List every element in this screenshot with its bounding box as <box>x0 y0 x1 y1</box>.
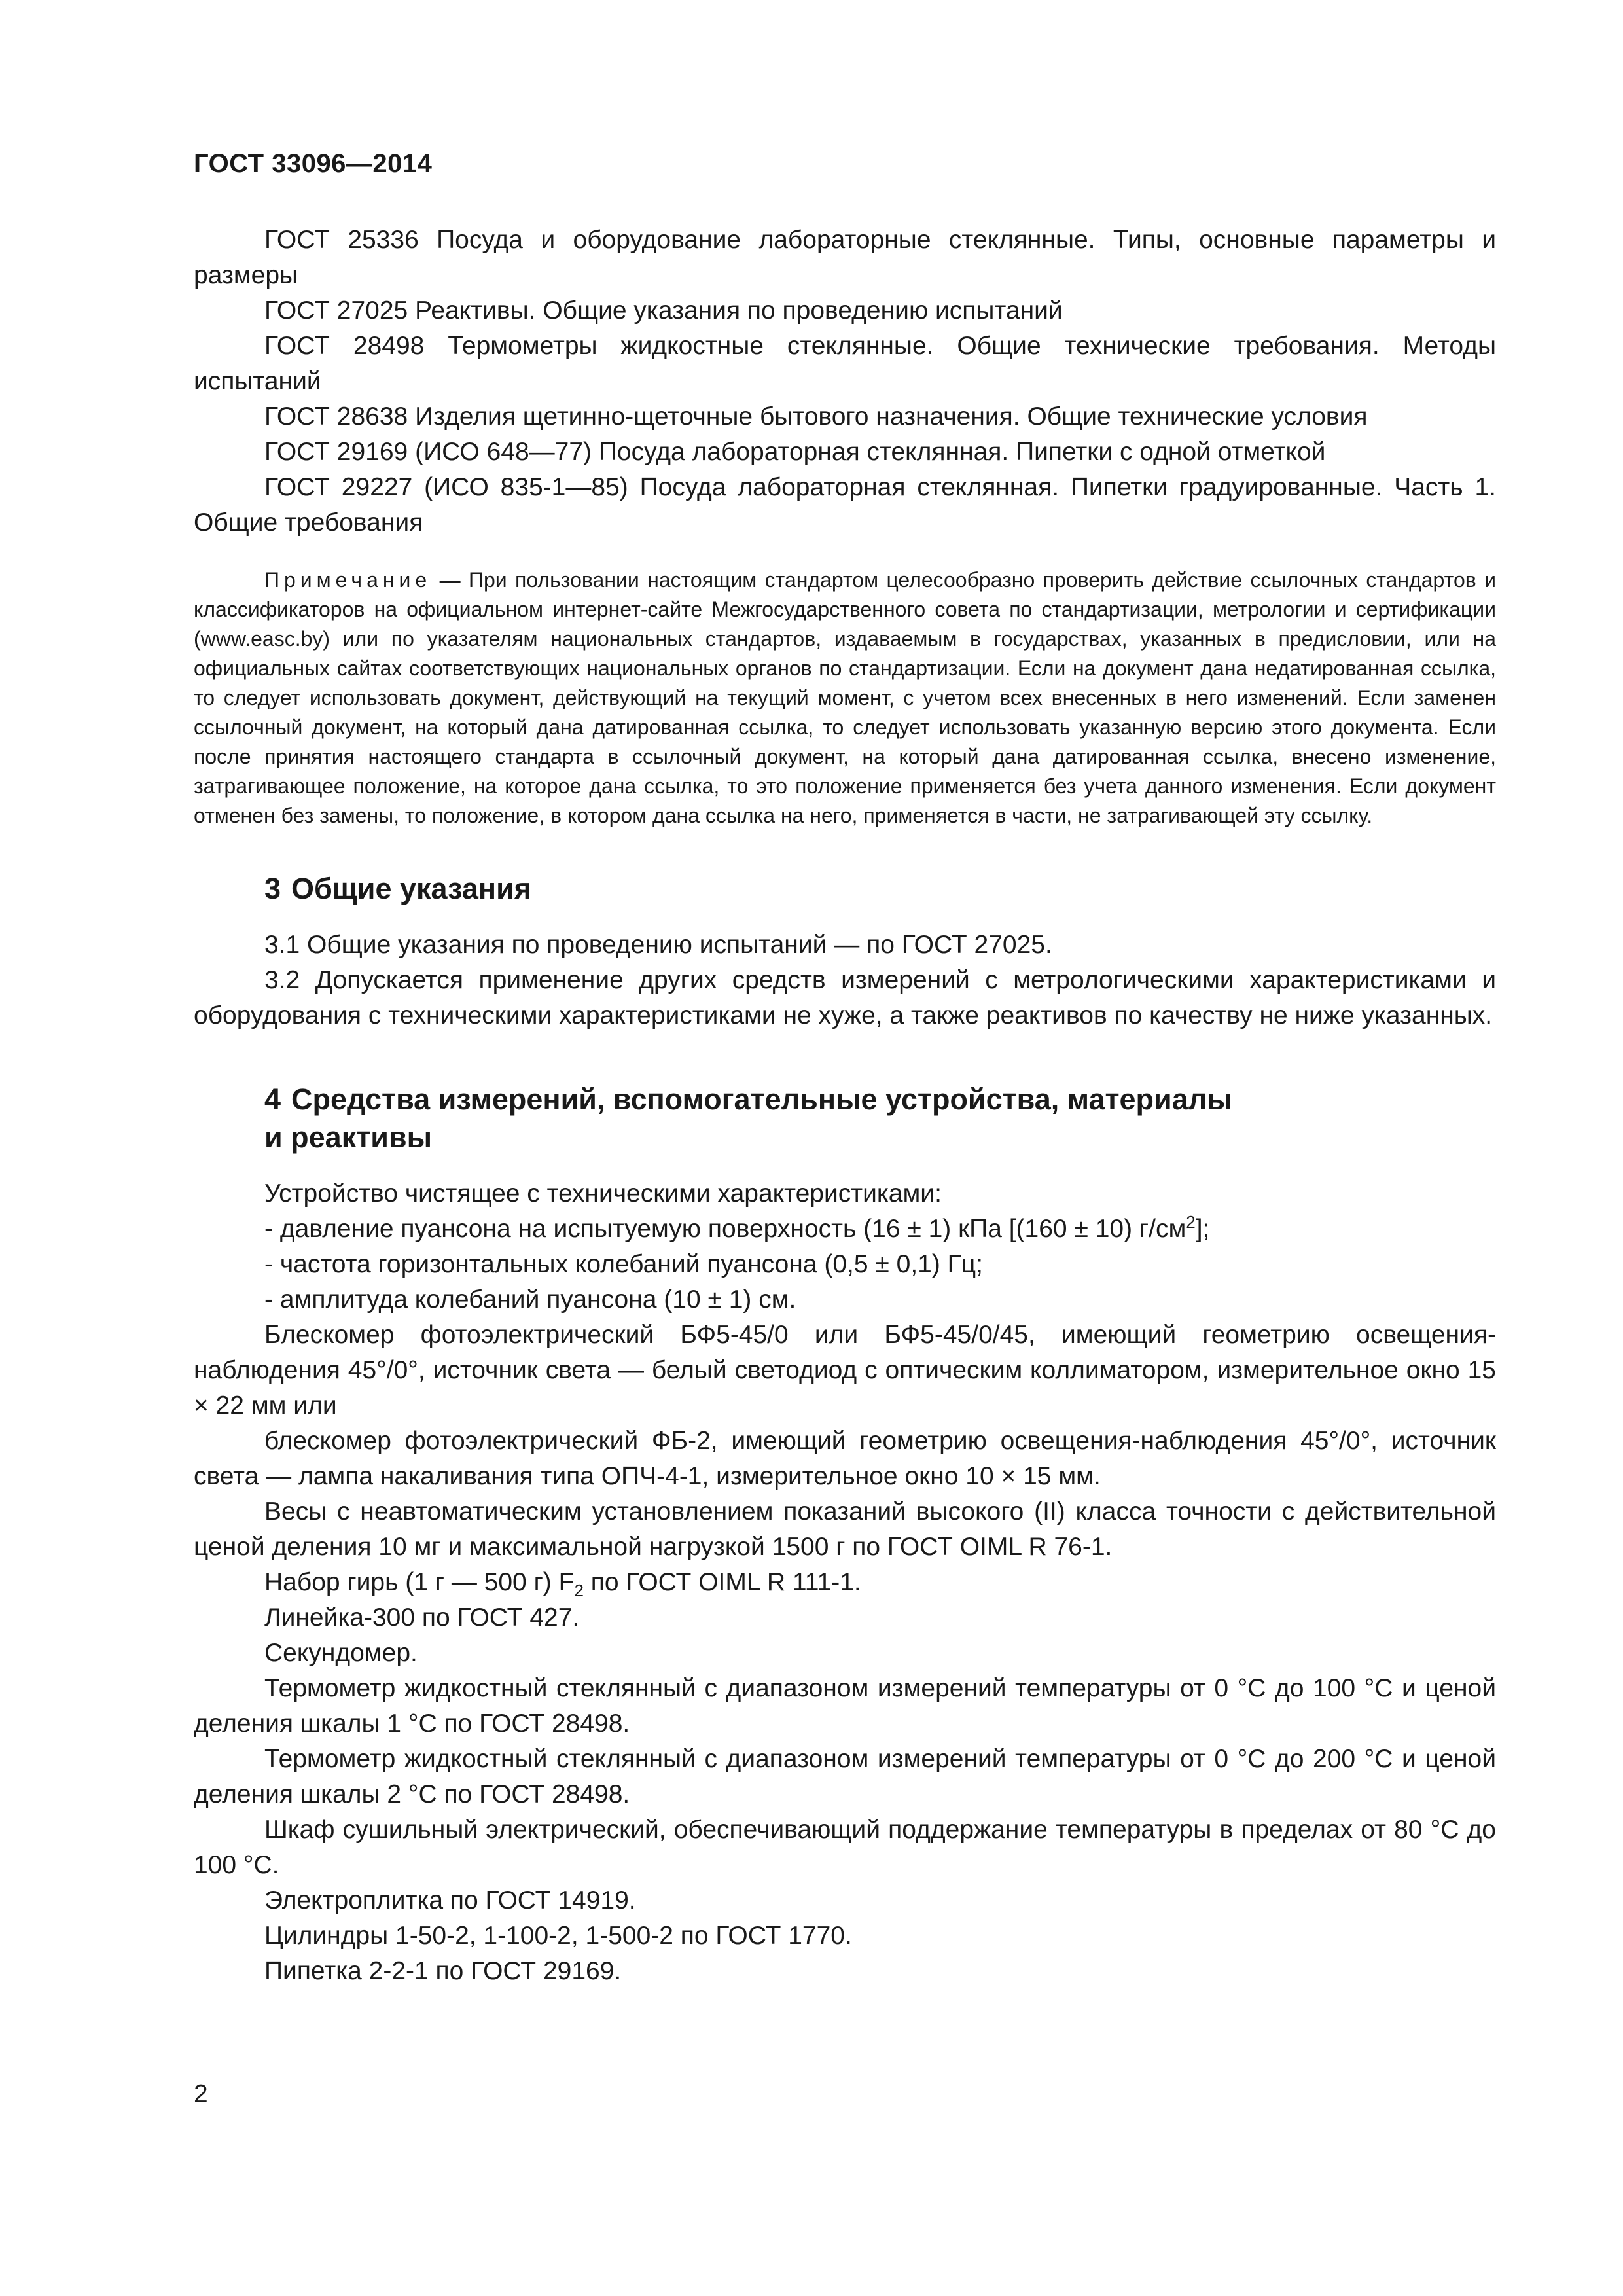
reference-item: ГОСТ 25336 Посуда и оборудование лабораторные стеклянные. Типы, основные параметры и размеры <box>194 226 1496 289</box>
section-4-title-line2: и реактивы <box>264 1121 433 1154</box>
superscript: 2 <box>1186 1212 1196 1232</box>
glossmeter-2: блескомер фотоэлектрический ФБ-2, имеющий геометрию освещения-наблюдения 45°/0°, источник света — лампа накаливания типа ОПЧ-4-1, измерительное окно 10 × 15 мм. <box>194 1427 1496 1490</box>
hotplate: Электроплитка по ГОСТ 14919. <box>264 1886 636 1914</box>
section-4-title-line1: Средства измерений, вспомогательные устройства, материалы <box>291 1083 1232 1116</box>
weights-end: по ГОСТ OIML R 111-1. <box>583 1568 861 1596</box>
note-text: — При пользовании настоящим стандартом целесообразно проверить действие ссылочных стандартов и классификаторов на официальном интернет-сайте Межгосударственного совета по стандартизации, метрологии и сертификации (www.easc.by) или по указателям национальных стандартов, издаваемым в государствах, указанных в предисловии, или на официальных сайтах соответствующих национальных органов по стандартизации. Если на документ дана недатированная ссылка, то следует использовать документ, действующий на текущий момент, с учетом всех внесенных в него изменений. Если заменен ссылочный документ, на который дана датированная ссылка, то следует использовать указанную версию этого документа. Если после принятия настоящего стандарта в ссылочный документ, на который дана датированная ссылка, внесено изменение, затрагивающее положение, на которое дана ссылка, то это положение применяется без учета данного изменения. Если документ отменен без замены, то положение, в котором дана ссылка на него, применяется в части, не затрагивающей эту ссылку. <box>194 568 1496 827</box>
note-paragraph <box>194 565 1496 831</box>
page-content <box>194 223 1496 1989</box>
subscript: 2 <box>574 1580 584 1600</box>
device-intro: Устройство чистящее с техническими характеристиками: <box>264 1179 942 1208</box>
section-3-title: Общие указания <box>291 872 532 905</box>
section-3-number: 3 <box>264 872 281 905</box>
device-pressure-text: - давление пуансона на испытуемую поверхность (16 ± 1) кПа [(160 ± 10) г/см <box>264 1215 1186 1243</box>
device-pressure <box>194 1211 1496 1247</box>
weights <box>194 1565 1496 1600</box>
reference-item: ГОСТ 29227 (ИСО 835-1—85) Посуда лабораторная стеклянная. Пипетки градуированные. Часть 1. Общие требования <box>194 473 1496 537</box>
note-label: Примечание <box>264 568 432 592</box>
device-frequency: - частота горизонтальных колебаний пуансона (0,5 ± 0,1) Гц; <box>264 1250 983 1278</box>
weights-text: Набор гирь (1 г — 500 г) F <box>264 1568 575 1596</box>
stopwatch: Секундомер. <box>264 1639 418 1667</box>
page-number: 2 <box>194 2080 208 2108</box>
pipette: Пипетка 2-2-1 по ГОСТ 29169. <box>264 1957 622 1985</box>
clause-3-2: 3.2 Допускается применение других средств измерений с метрологическими характеристиками и оборудования с техническими характеристиками не хуже, а также реактивов по качеству не ниже указанных. <box>194 966 1496 1030</box>
document-header: ГОСТ 33096—2014 <box>194 149 433 178</box>
cylinders: Цилиндры 1-50-2, 1-100-2, 1-500-2 по ГОСТ 1770. <box>264 1922 852 1950</box>
device-amplitude: - амплитуда колебаний пуансона (10 ± 1) см. <box>264 1285 796 1314</box>
section-4-number: 4 <box>264 1083 281 1116</box>
reference-item: ГОСТ 29169 (ИСО 648—77) Посуда лабораторная стеклянная. Пипетки с одной отметкой <box>264 438 1326 466</box>
scales: Весы с неавтоматическим установлением показаний высокого (II) класса точности с действительной ценой деления 10 мг и максимальной нагрузкой 1500 г по ГОСТ OIML R 76-1. <box>194 1498 1496 1561</box>
device-pressure-end: ]; <box>1195 1215 1210 1243</box>
thermometer-2: Термометр жидкостный стеклянный с диапазоном измерений температуры от 0 °С до 200 °С и ценой деления шкалы 2 °С по ГОСТ 28498. <box>194 1745 1496 1808</box>
ruler: Линейка-300 по ГОСТ 427. <box>264 1604 580 1632</box>
reference-item: ГОСТ 27025 Реактивы. Общие указания по проведению испытаний <box>264 296 1063 325</box>
reference-item: ГОСТ 28498 Термометры жидкостные стеклянные. Общие технические требования. Методы испытаний <box>194 332 1496 395</box>
glossmeter-1: Блескомер фотоэлектрический БФ5-45/0 или БФ5-45/0/45, имеющий геометрию освещения-наблюдения 45°/0°, источник света — белый светодиод с оптическим коллиматором, измерительное окно 15 × 22 мм или <box>194 1321 1496 1420</box>
section-3-heading <box>194 870 1496 908</box>
drying-oven: Шкаф сушильный электрический, обеспечивающий поддержание температуры в пределах от 80 °С до 100 °С. <box>194 1816 1496 1879</box>
clause-3-1: 3.1 Общие указания по проведению испытаний — по ГОСТ 27025. <box>264 931 1052 959</box>
thermometer-1: Термометр жидкостный стеклянный с диапазоном измерений температуры от 0 °С до 100 °С и ценой деления шкалы 1 °С по ГОСТ 28498. <box>194 1674 1496 1738</box>
reference-item: ГОСТ 28638 Изделия щетинно-щеточные бытового назначения. Общие технические условия <box>264 403 1368 431</box>
section-4-heading <box>194 1081 1496 1157</box>
